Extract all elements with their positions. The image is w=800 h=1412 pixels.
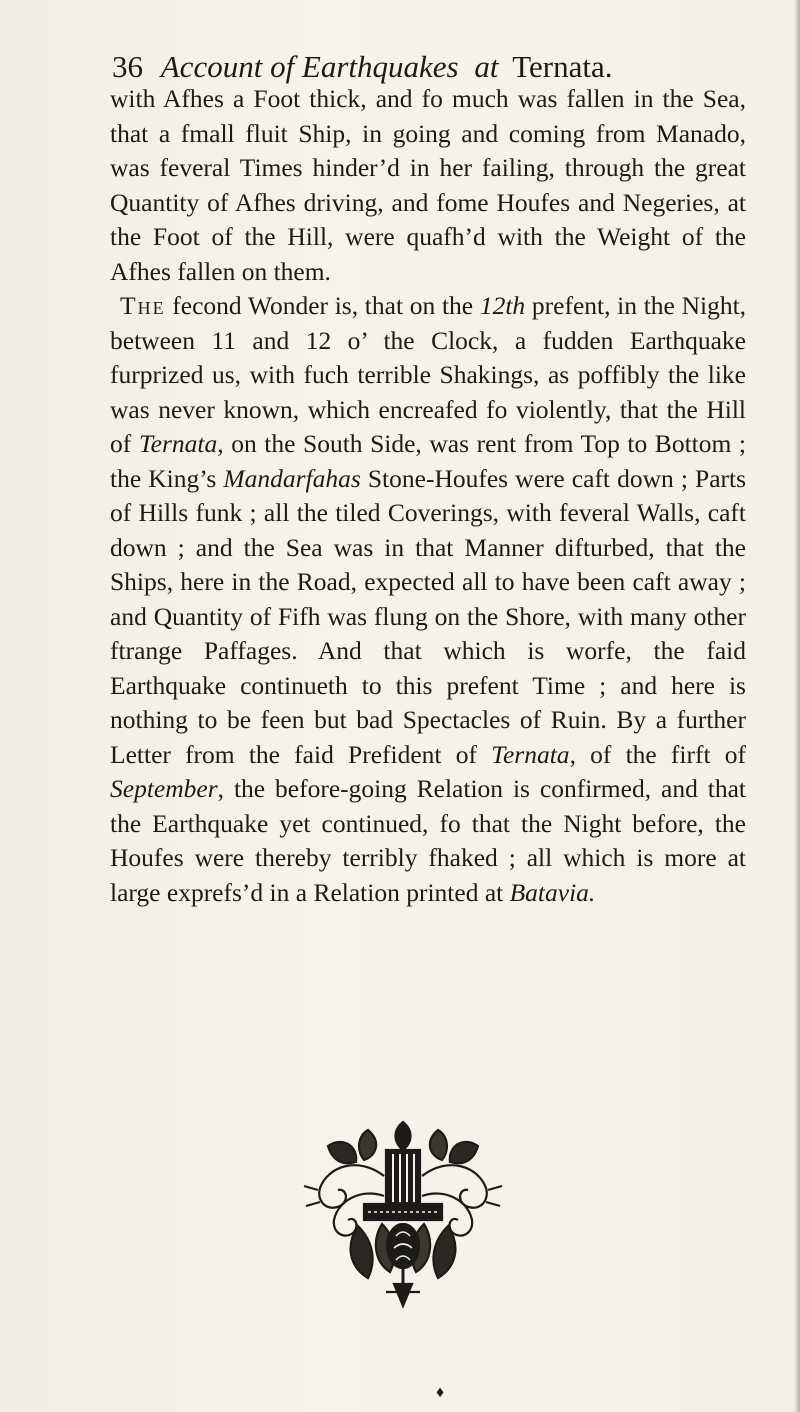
paragraph-2 — [110, 289, 746, 910]
paragraph-2-text-d: Stone-Houfes were caft down ; Parts of Hills funk ; all the tiled Coverings, with feveral Walls, caft down ; and the Sea was in that Manner difturbed, that the Ships, here in the Road, expected all to have been caft away ; and Quantity of Fifh was flung on the Shore, with many other ftrange Paffages. And that which is worfe, the faid Earthquake continueth to this prefent Time ; and here is nothing to be feen but bad Spectacles of Ruin. By a further Letter from the faid Prefident of — [110, 463, 747, 769]
paragraph-2-text-f: , the before-going Relation is confirmed, and that the Earthquake yet continued, fo that the Night before, the Houfes were thereby terribly fhaked ; all which is more at large exprefs’d in a Relation printed at — [110, 774, 746, 907]
person-name: Mandarfahas — [223, 463, 361, 493]
paragraph-lead-word: The — [120, 291, 166, 320]
page-number: 36 — [112, 49, 143, 84]
paragraph-2-text-a: fecond Wonder is, that on the — [172, 291, 474, 320]
body-text — [110, 82, 746, 910]
floral-tailpiece-icon — [298, 1116, 508, 1316]
running-title: Account of Earthquakes — [160, 49, 459, 84]
paragraph-1: with Afhes a Foot thick, and fo much was fallen in the Sea, that a fmall fluit Ship, in going and coming from Manado, was feveral Times hinder’d in her failing, through the great Quantity of Afhes driving, and fome Houfes and Negeries, at the Foot of the Hill, were quafh’d with the Weight of the Afhes fallen on them. — [110, 84, 746, 286]
ink-speck: ♦ — [436, 1384, 445, 1401]
date-ref: 12th — [479, 291, 526, 320]
running-title-at: at — [474, 49, 499, 84]
place-name-ternata-2: Ternata — [491, 739, 570, 769]
paragraph-2-text-e: , of the firft of — [569, 739, 747, 769]
paragraph-2-text-b: prefent, in the Night, between 11 and 12 o’ the Clock, a fudden Earthquake furprized us, with fuch terrible Shakings, as poffibly the like was never known, which encreafed fo violently, that the Hill of — [110, 291, 747, 458]
city-name: Batavia. — [509, 877, 596, 907]
paragraph-2-text-c: , on the South Side, was rent from Top to Bottom ; the King’s — [110, 429, 746, 493]
running-title-place: Ternata. — [512, 49, 613, 84]
page-edge-shadow — [794, 0, 800, 1412]
place-name-ternata: Ternata — [138, 429, 218, 458]
month-name: September — [110, 774, 218, 803]
